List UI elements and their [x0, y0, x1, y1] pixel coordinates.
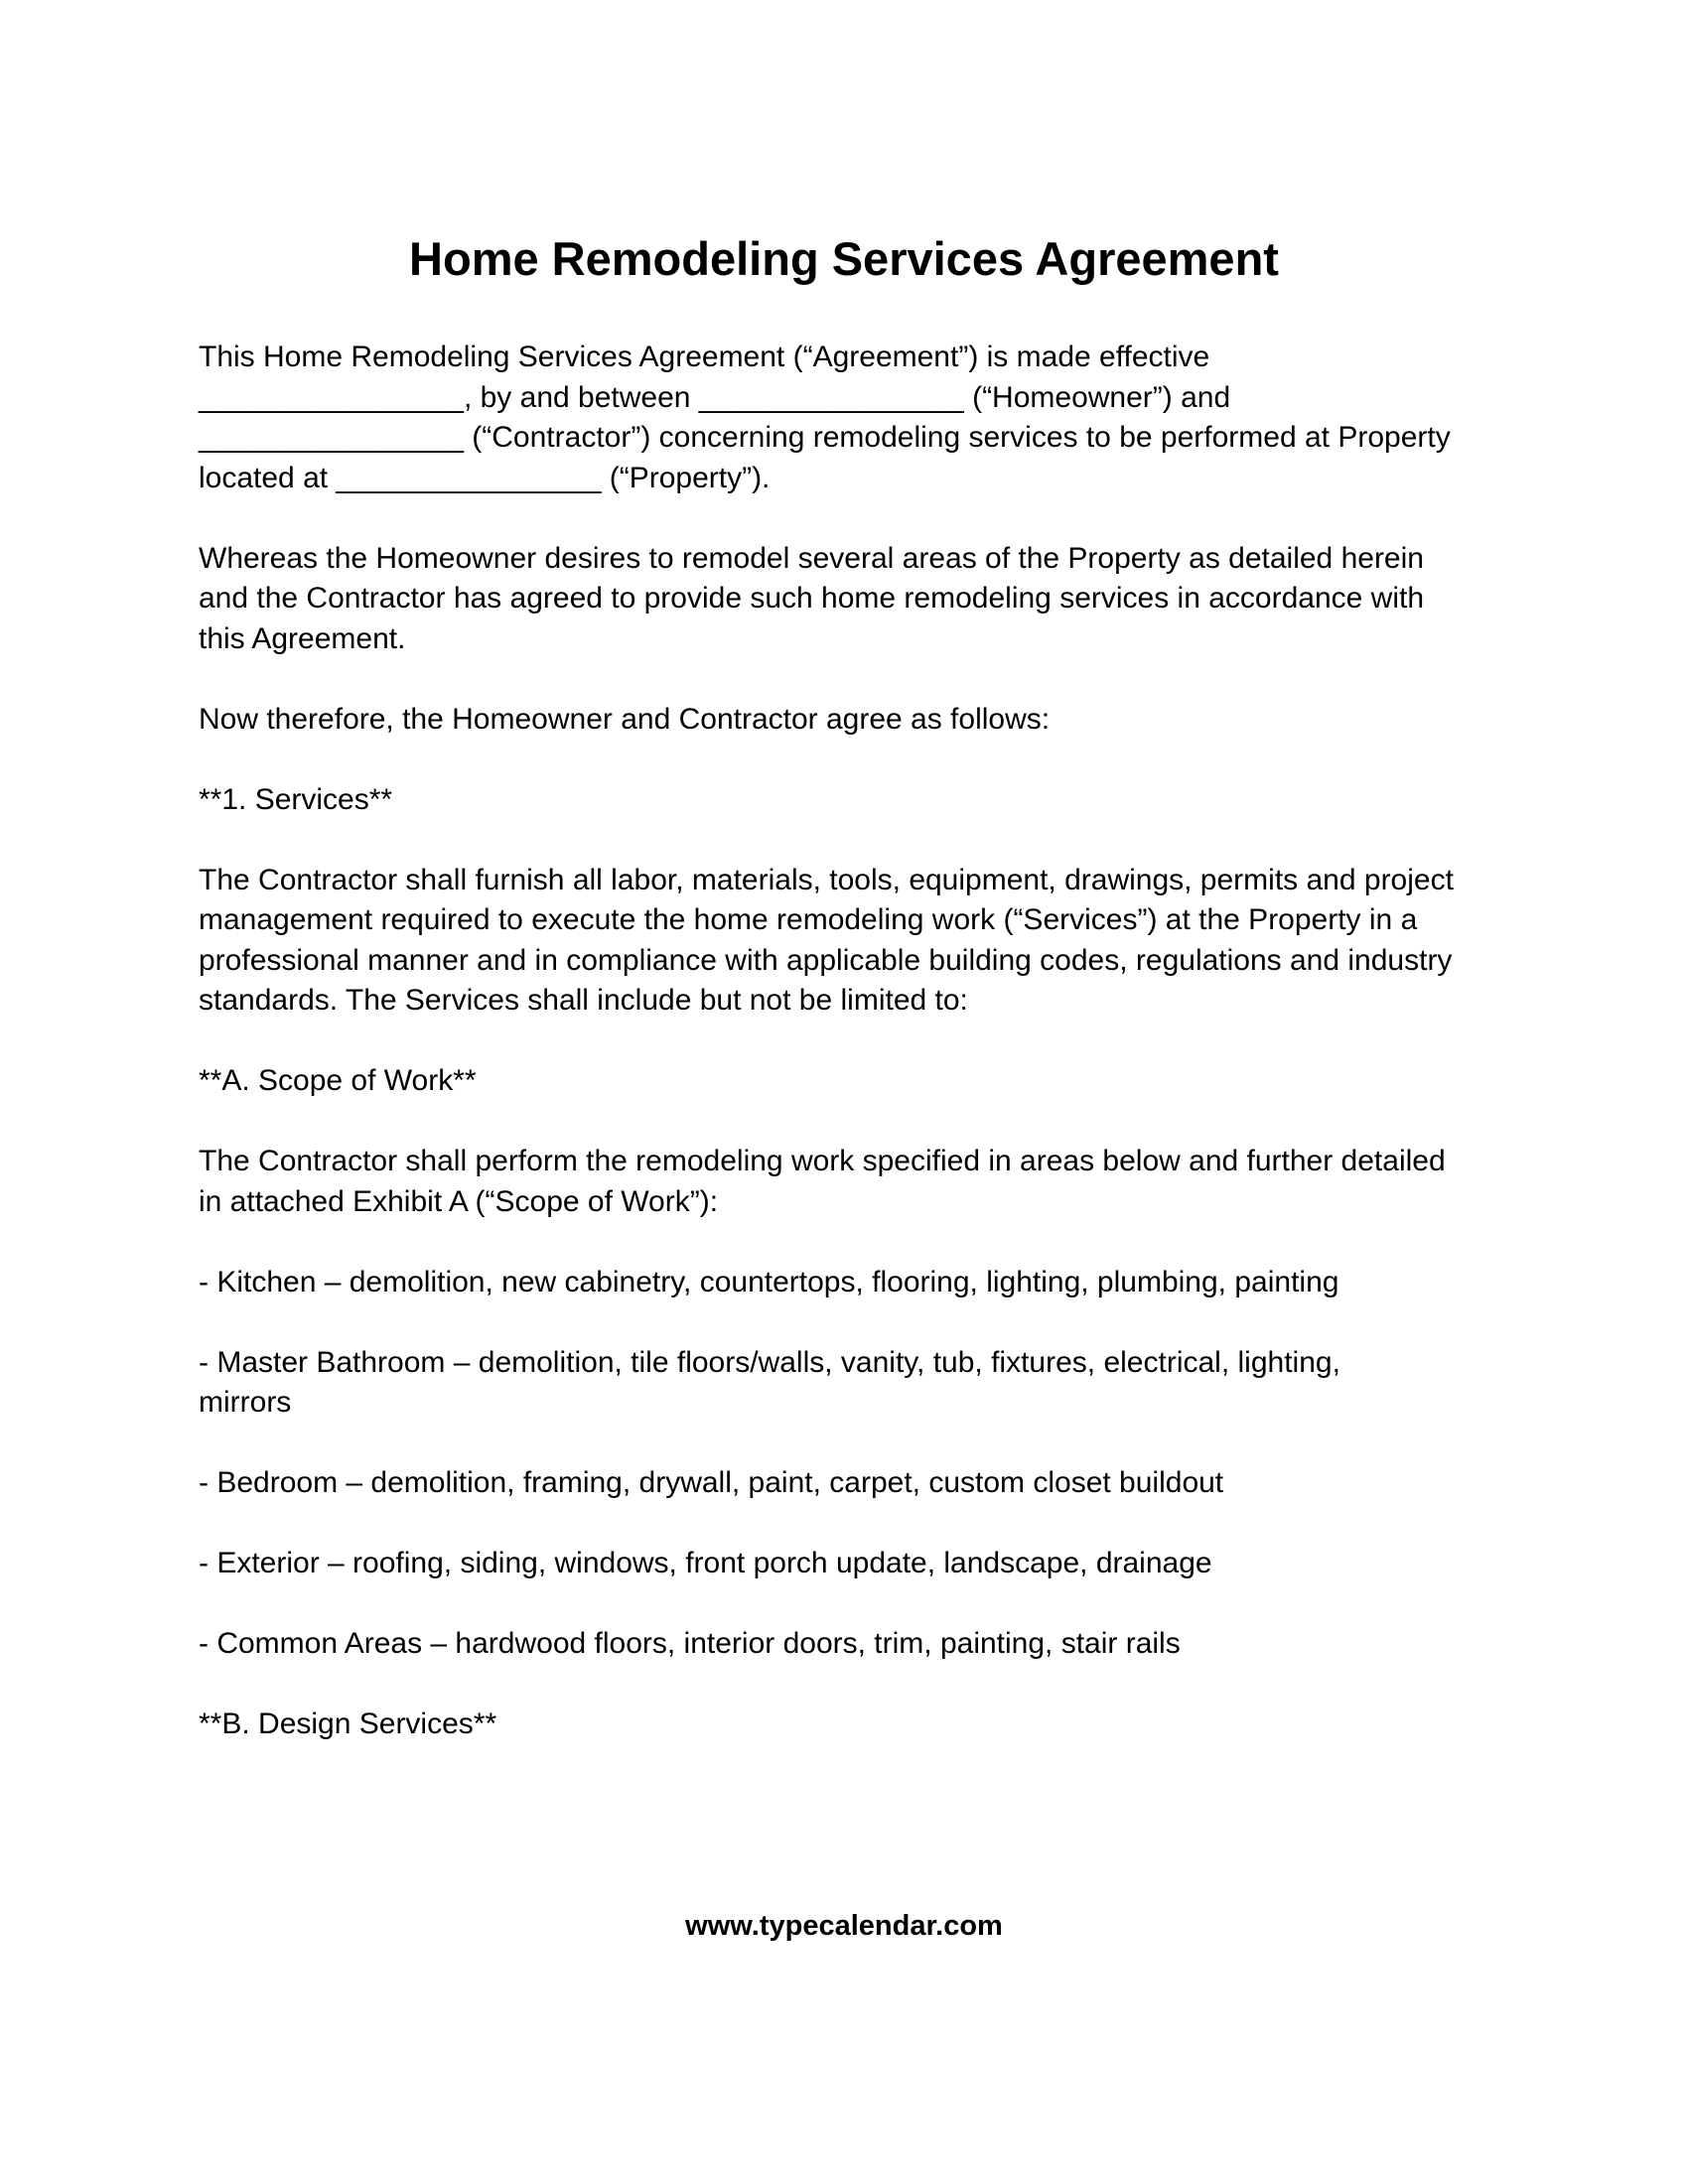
intro-line: This Home Remodeling Services Agreement (“Agreement”) is made effective: [199, 341, 1210, 373]
section-heading-text: **B. Design Services**: [199, 1707, 497, 1740]
section-1-heading: [199, 780, 1489, 821]
section-1-paragraph: [199, 861, 1489, 1022]
section-1-line: management required to execute the home remodeling work (“Services”) at the Property in a: [199, 903, 1418, 936]
scope-item-line: - Master Bathroom – demolition, tile floors/walls, vanity, tub, fixtures, electrical, lighting,: [199, 1345, 1340, 1379]
whereas-paragraph: [199, 539, 1489, 660]
whereas-line: and the Contractor has agreed to provide such home remodeling services in accordance with: [199, 582, 1425, 614]
scope-item-kitchen: [199, 1263, 1489, 1303]
now-therefore-line: Now therefore, the Homeowner and Contractor agree as follows:: [199, 702, 1051, 736]
whereas-line: Whereas the Homeowner desires to remodel several areas of the Property as detailed herein: [199, 541, 1424, 575]
document-title: Home Remodeling Services Agreement: [409, 232, 1279, 285]
section-heading-text: **A. Scope of Work**: [199, 1064, 477, 1097]
footer-website-link[interactable]: www.typecalendar.com: [685, 1910, 1003, 1942]
scope-item-master-bathroom: [199, 1343, 1489, 1424]
scope-item-bedroom: [199, 1463, 1489, 1504]
intro-line: ________________ (“Contractor”) concerning remodeling services to be performed at Property: [199, 421, 1451, 454]
section-b-heading: [199, 1705, 1489, 1745]
section-heading-text: **1. Services**: [199, 782, 393, 816]
section-1-line: The Contractor shall furnish all labor, materials, tools, equipment, drawings, permits and project: [199, 863, 1454, 896]
section-a-line: in attached Exhibit A (“Scope of Work”):: [199, 1184, 719, 1218]
intro-line: ________________, by and between ________________ (“Homeowner”) and: [199, 380, 1231, 414]
section-a-paragraph: [199, 1142, 1489, 1222]
scope-item-common-areas: [199, 1624, 1489, 1665]
now-therefore-paragraph: [199, 700, 1489, 741]
intro-line: located at ________________ (“Property”).: [199, 461, 771, 494]
intro-paragraph: [199, 338, 1489, 498]
scope-item-line: - Common Areas – hardwood floors, interior doors, trim, painting, stair rails: [199, 1627, 1181, 1660]
document-body: [199, 338, 1489, 1785]
scope-item-exterior: [199, 1544, 1489, 1584]
section-a-line: The Contractor shall perform the remodeling work specified in areas below and further detailed: [199, 1145, 1446, 1177]
scope-item-line: mirrors: [199, 1386, 292, 1419]
section-a-heading: [199, 1061, 1489, 1102]
scope-item-line: - Bedroom – demolition, framing, drywall, paint, carpet, custom closet buildout: [199, 1466, 1224, 1499]
scope-item-line: - Exterior – roofing, siding, windows, front porch update, landscape, drainage: [199, 1547, 1212, 1579]
section-1-line: standards. The Services shall include but not be limited to:: [199, 984, 968, 1017]
scope-item-line: - Kitchen – demolition, new cabinetry, countertops, flooring, lighting, plumbing, painting: [199, 1265, 1339, 1298]
section-1-line: professional manner and in compliance with applicable building codes, regulations and industry: [199, 943, 1453, 977]
whereas-line: this Agreement.: [199, 621, 406, 655]
